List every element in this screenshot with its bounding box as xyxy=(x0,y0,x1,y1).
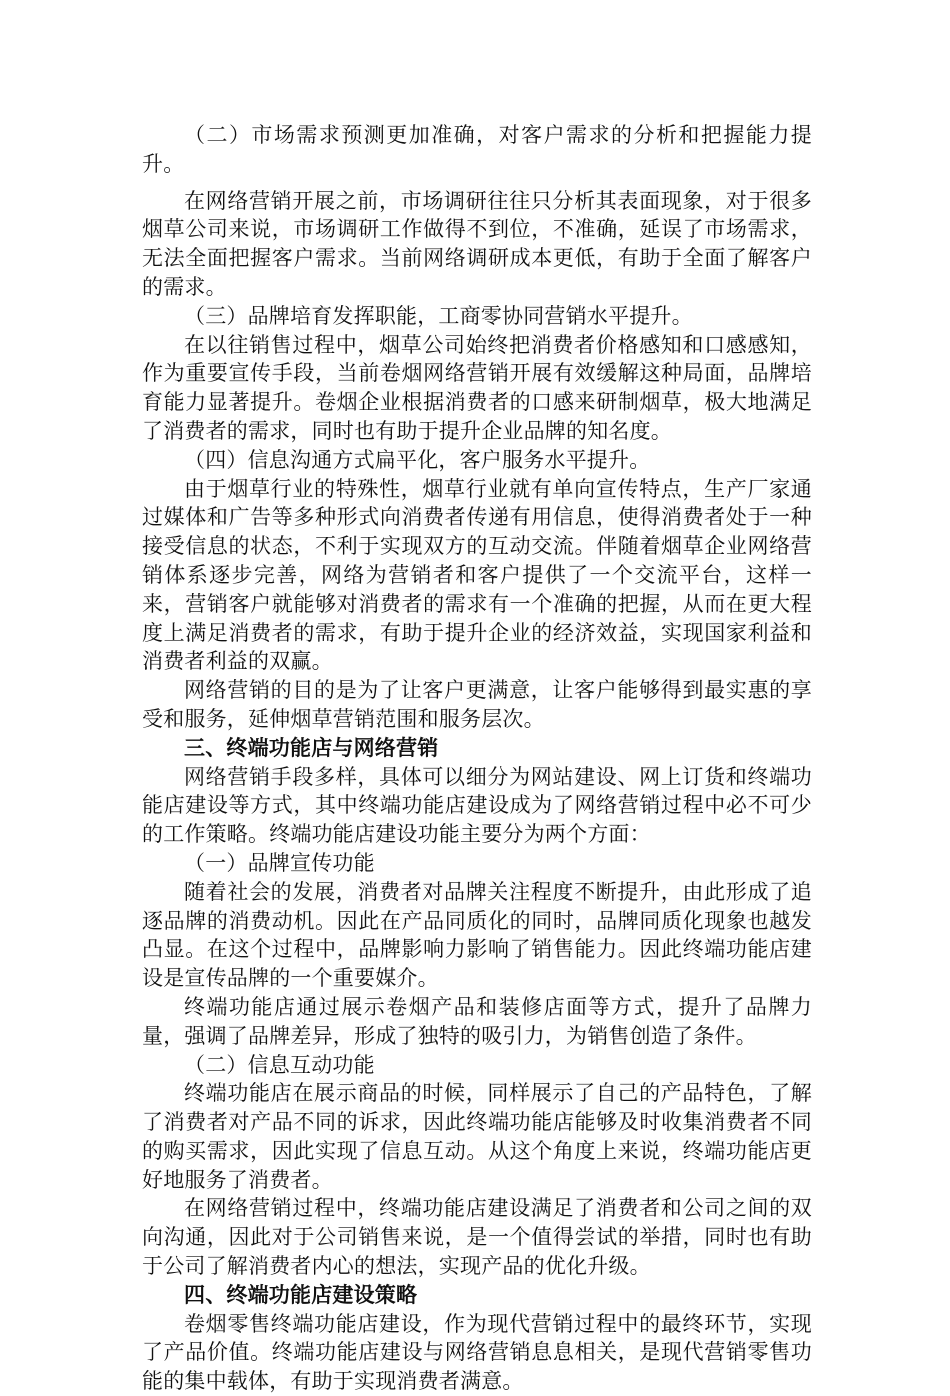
paragraph-marketing-methods: 网络营销手段多样，具体可以细分为网站建设、网上订货和终端功能店建设等方式，其中终端功能店建设成为了网络营销过程中必不可少的工作策略。终端功能店建设功能主要分为两个方面： xyxy=(142,764,812,847)
section-heading-terminal-stores: 三、终端功能店与网络营销 xyxy=(184,735,439,760)
subheading-info-communication: （四）信息沟通方式扁平化，客户服务水平提升。 xyxy=(184,447,651,472)
paragraph-info-communication: 由于烟草行业的特殊性，烟草行业就有单向宣传特点，生产厂家通过媒体和广告等多种形式向消费者传递有用信息，使得消费者处于一种接受信息的状态，不利于实现双方的互动交流。伴随着烟草企业网络营销体系逐步完善，网络为营销者和客户提供了一个交流平台，这样一来，营销客户就能够对消费者的需求有一个准确的把握，从而在更大程度上满足消费者的需求，有助于提升企业的经济效益，实现国家利益和消费者利益的双赢。 xyxy=(142,476,812,674)
paragraph-marketing-goal: 网络营销的目的是为了让客户更满意，让客户能够得到最实惠的享受和服务，延伸烟草营销范围和服务层次。 xyxy=(142,678,812,731)
paragraph-brand-promotion: 随着社会的发展，消费者对品牌关注程度不断提升，由此形成了追逐品牌的消费动机。因此在产品同质化的同时，品牌同质化现象也越发凸显。在这个过程中，品牌影响力影响了销售能力。因此终端功能店建设是宣传品牌的一个重要媒介。 xyxy=(142,879,812,991)
document-body xyxy=(142,121,812,1396)
section-heading-construction-strategy: 四、终端功能店建设策略 xyxy=(184,1282,418,1307)
subheading-market-forecast: （二）市场需求预测更加准确，对客户需求的分析和把握能力提升。 xyxy=(142,123,812,176)
subheading-brand-cultivation: （三）品牌培育发挥职能，工商零协同营销水平提升。 xyxy=(184,303,693,328)
paragraph-brand-cultivation: 在以往销售过程中，烟草公司始终把消费者价格感知和口感感知，作为重要宣传手段，当前卷烟网络营销开展有效缓解这种局面，品牌培育能力显著提升。卷烟企业根据消费者的口感来研制烟草，极大地满足了消费者的需求，同时也有助于提升企业品牌的知名度。 xyxy=(142,332,812,443)
paragraph-two-way-communication: 在网络营销过程中，终端功能店建设满足了消费者和公司之间的双向沟通，因此对于公司销售来说，是一个值得尝试的举措，同时也有助于公司了解消费者内心的想法，实现产品的优化升级。 xyxy=(142,1196,812,1279)
paragraph-market-research: 在网络营销开展之前，市场调研往往只分析其表面现象，对于很多烟草公司来说，市场调研工作做得不到位，不准确，延误了市场需求，无法全面把握客户需求。当前网络调研成本更低，有助于全面了解客户的需求。 xyxy=(142,188,812,299)
paragraph-retail-terminal: 卷烟零售终端功能店建设，作为现代营销过程中的最终环节，实现了产品价值。终端功能店建设与网络营销息息相关，是现代营销零售功能的集中载体，有助于实现消费者满意。 xyxy=(142,1311,812,1394)
subheading-info-interaction: （二）信息互动功能 xyxy=(184,1052,375,1077)
subheading-brand-promotion: （一）品牌宣传功能 xyxy=(184,850,375,875)
paragraph-info-interaction: 终端功能店在展示商品的时候，同样展示了自己的产品特色，了解了消费者对产品不同的诉求，因此终端功能店能够及时收集消费者不同的购买需求，因此实现了信息互动。从这个角度上来说，终端功能店更好地服务了消费者。 xyxy=(142,1081,812,1192)
paragraph-store-display: 终端功能店通过展示卷烟产品和装修店面等方式，提升了品牌力量，强调了品牌差异，形成了独特的吸引力，为销售创造了条件。 xyxy=(142,994,812,1048)
